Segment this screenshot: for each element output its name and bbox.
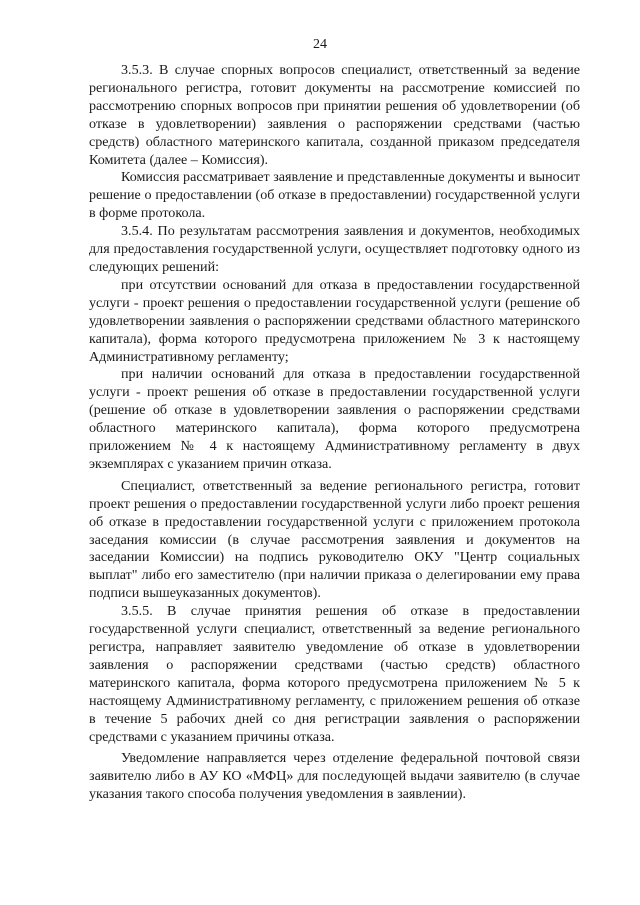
paragraph-refusal-grounds: при наличии оснований для отказа в предоставлении государственной услуги - проект решения об отказе в предоставлении государственной услуги (решение об отказе в удовлетворении заявления о распоряжении средствами областного материнского капитала), форма которого предусмотрена приложением № 4 к настоящему Административному регламенту в двух экземплярах с указанием причин отказа. xyxy=(89,366,580,472)
paragraph-no-refusal-grounds: при отсутствии оснований для отказа в предоставлении государственной услуги - проект решения о предоставлении государственной услуги (решение об удовлетворении заявления о распоряжении средствами областного материнского капитала), форма которого предусмотрена приложением № 3 к настоящему Административному регламенту; xyxy=(89,276,580,365)
document-body xyxy=(89,62,580,804)
page-number: 24 xyxy=(313,37,327,52)
paragraph-3-5-3: 3.5.3. В случае спорных вопросов специалист, ответственный за ведение регионального регистра, готовит документы на рассмотрение комиссией по рассмотрению спорных вопросов при принятии решения об удовлетворении (об отказе в удовлетворении) заявления о распоряжении средствами (частью средств) областного материнского капитала, созданной приказом председателя Комитета (далее – Комиссия). xyxy=(89,62,580,168)
paragraph-specialist-prepares: Специалист, ответственный за ведение регионального регистра, готовит проект решения о предоставлении государственной услуги либо проект решения об отказе в предоставлении государственной услуги с приложением протокола заседания комиссии (в случае рассмотрения заявления и документов на заседании Комиссии) на подпись руководителю ОКУ "Центр социальных выплат" либо его заместителю (при наличии приказа о делегировании ему права подписи вышеуказанных документов). xyxy=(89,477,580,602)
paragraph-commission-decision: Комиссия рассматривает заявление и представленные документы и выносит решение о предоставлении (об отказе в предоставлении) государственной услуги в форме протокола. xyxy=(89,169,580,222)
paragraph-3-5-4: 3.5.4. По результатам рассмотрения заявления и документов, необходимых для предоставления государственной услуги, осуществляет подготовку одного из следующих решений: xyxy=(89,223,580,275)
paragraph-notification-delivery: Уведомление направляется через отделение федеральной почтовой связи заявителю либо в АУ КО «МФЦ» для последующей выдачи заявителю (в случае указания такого способа получения уведомления в заявлении). xyxy=(89,750,580,803)
paragraph-3-5-5: 3.5.5. В случае принятия решения об отказе в предоставлении государственной услуги специалист, ответственный за ведение регионального регистра, направляет заявителю уведомление об отказе в удовлетворении заявления о распоряжении средствами (частью средств) областного материнского капитала, форма которого предусмотрена приложением № 5 к настоящему Административному регламенту, с приложением решения об отказе в течение 5 рабочих дней со дня регистрации заявления о распоряжении средствами с указанием причины отказа. xyxy=(89,603,580,745)
